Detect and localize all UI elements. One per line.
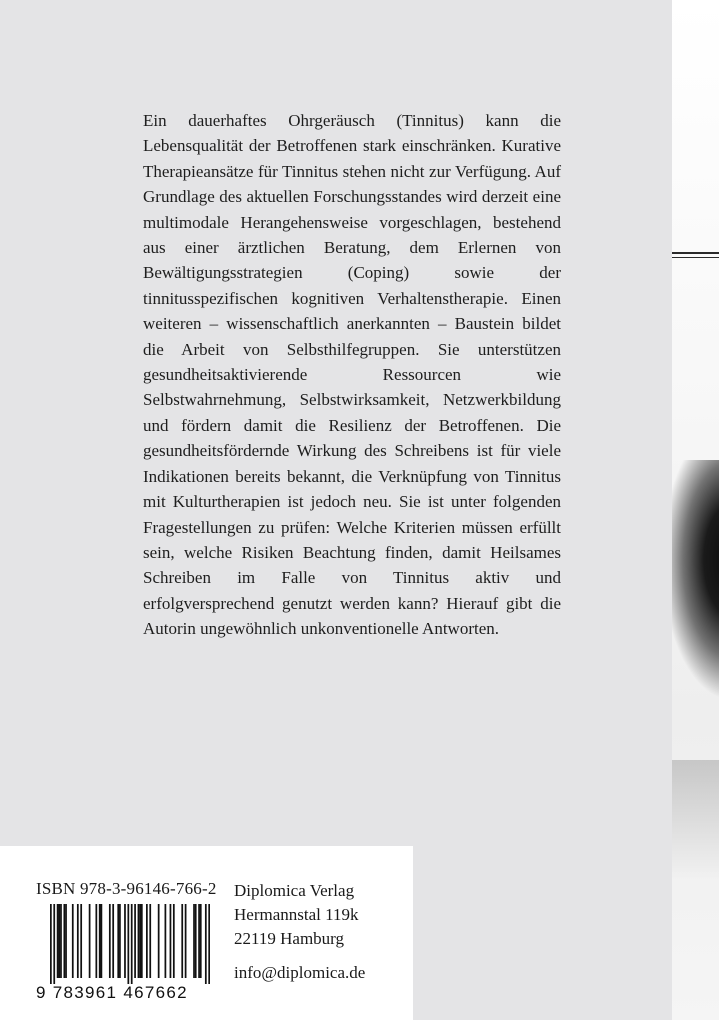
barcode-bar [195,904,197,978]
barcode-bar [198,904,200,978]
barcode-bar [139,904,141,978]
barcode-bar [112,904,114,978]
blurb-text: Ein dauerhaftes Ohrgeräusch (Tinnitus) kann die Lebensqualität der Betroffenen stark einschränken. Kurative Therapieansätze für Tinnitus stehen nicht zur Verfügung. Auf Grundlage des aktuellen Forschungsstandes wird derzeit eine multimodale Herangehensweise vorgeschlagen, bestehend aus einer ärztlichen Beratung, dem Erlernen von Bewältigungsstrategien (Coping) sowie der tinnitusspezifischen kognitiven Verhaltenstherapie. Einen weiteren – wissenschaftlich anerkannten – Baustein bildet die Arbeit von Selbsthilfegruppen. Sie unterstützen gesundheitsaktivierende Ressourcen wie Selbstwahrnehmung, Selbstwirksamkeit, Netzwerkbildung und fördern damit die Resilienz der Betroffenen. Die gesundheitsfördernde Wirkung des Schreibens ist für viele Indikationen bereits bekannt, die Verknüpfung von Tinnitus mit Kulturtherapien ist jedoch neu. Sie ist unter folgenden Fragestellungen zu prüfen: Welche Kriterien müssen erfüllt sein, welche Risiken Beachtung finden, damit Heilsames Schreiben im Falle von Tinnitus aktiv und erfolgversprechend genutzt werden kann? Hierauf gibt die Autorin ungewöhnlich unkonventionelle Antworten. [143,111,561,639]
publisher-city: 22119 Hamburg [234,929,345,948]
publisher-email[interactable]: info@diplomica.de [234,963,366,982]
barcode-bar [63,904,65,978]
barcode-bar [109,904,111,978]
barcode-bar [170,904,172,978]
barcode-bar [138,904,140,978]
barcode-bar [58,904,60,978]
barcode-bar [119,904,121,978]
barcode-bar [141,904,143,978]
photo-fade [672,760,719,880]
barcode-bar [146,904,148,978]
barcode-bar [50,904,52,984]
barcode-bar [124,904,126,978]
publisher-street: Hermannstal 119k [234,905,359,924]
barcode-bar [165,904,167,978]
barcode-bar [200,904,202,978]
photo-dark-shape [672,460,719,760]
barcode-bar [181,904,183,978]
barcode-bar [117,904,119,978]
barcode-bar [208,904,210,984]
barcode-bar [65,904,67,978]
barcode-bar [95,904,97,978]
barcode-bar [80,904,82,978]
barcode-bar [89,904,91,978]
isbn-label: ISBN 978-3-96146-766-2 [36,879,217,898]
barcode-bar [149,904,151,978]
barcode-bar [99,904,101,978]
barcode-bar [185,904,187,978]
barcode-bar [134,904,136,978]
imprint-box [0,846,413,1020]
photo-line [672,252,719,254]
isbn-barcode [50,904,210,984]
barcode-bar [173,904,175,978]
publisher-address [234,879,358,951]
barcode-bar [77,904,79,978]
barcode-digits: 9 783961 467662 [36,983,188,1002]
publisher-name: Diplomica Verlag [234,881,355,900]
barcode-bar [53,904,55,984]
barcode-bar [205,904,207,984]
photo-line [672,257,719,258]
barcode-bar [193,904,195,978]
barcode-bar [60,904,62,978]
barcode-bar [127,904,129,984]
barcode-bar [158,904,160,978]
barcode-bar [57,904,59,978]
barcode-bar [131,904,133,984]
barcode-bar [101,904,103,978]
barcode-bar [72,904,74,978]
